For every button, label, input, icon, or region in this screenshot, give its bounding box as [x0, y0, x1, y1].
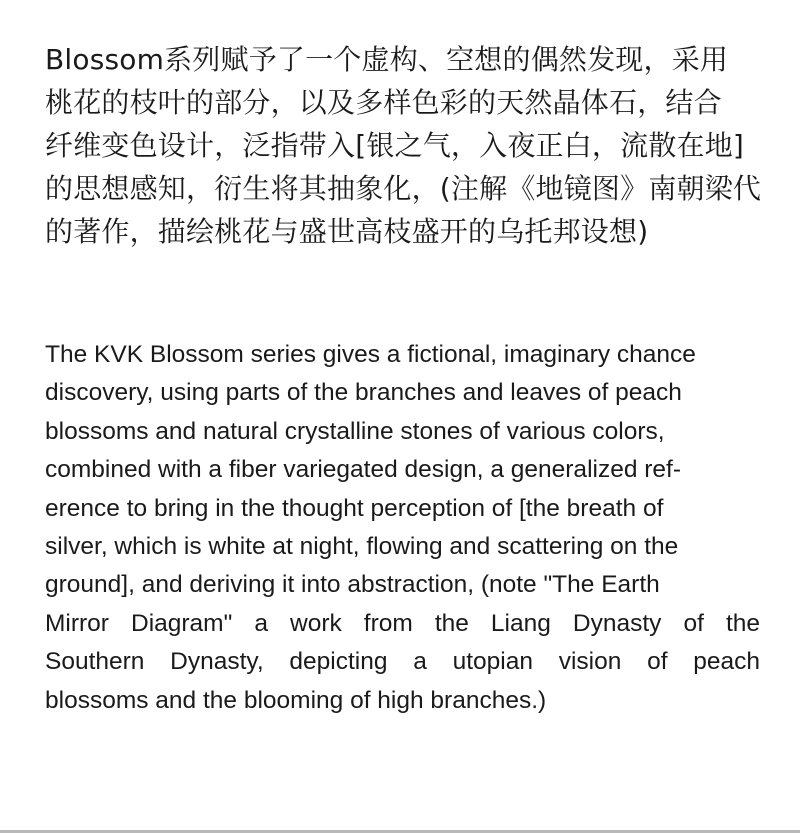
chinese-line-2: 桃花的枝叶的部分，以及多样色彩的天然晶体石，结合 [45, 86, 722, 119]
english-line-7: ground], and deriving it into abstraction, (note "The Earth [45, 571, 660, 599]
english-description-paragraph [45, 336, 760, 720]
english-line-8: Mirror Diagram" a work from the Liang Dynasty of the [45, 609, 760, 637]
english-line-6: silver, which is white at night, flowing and scattering on the [45, 533, 679, 561]
chinese-line-1: Blossom系列赋予了一个虚构、空想的偶然发现，采用 [45, 43, 729, 76]
chinese-description-paragraph [45, 38, 760, 253]
chinese-line-4: 的思想感知，衍生将其抽象化，(注解《地镜图》南朝梁代 [45, 172, 762, 205]
document-body [45, 38, 762, 714]
english-line-4: combined with a fiber variegated design, a generalized ref- [45, 456, 682, 484]
chinese-line-3: 纤维变色设计，泛指带入[银之气，入夜正白，流散在地] [45, 129, 745, 162]
english-line-10: blossoms and the blooming of high branches.) [45, 686, 547, 714]
english-line-9: Southern Dynasty, depicting a utopian vision of peach [45, 648, 760, 676]
english-line-3: blossoms and natural crystalline stones of various colors, [45, 417, 665, 445]
english-line-2: discovery, using parts of the branches and leaves of peach [45, 379, 682, 407]
chinese-line-5: 的著作，描绘桃花与盛世高枝盛开的乌托邦设想) [45, 215, 649, 248]
english-line-5: erence to bring in the thought perception of [the breath of [45, 494, 664, 522]
english-line-1: The KVK Blossom series gives a fictional, imaginary chance [45, 341, 696, 368]
